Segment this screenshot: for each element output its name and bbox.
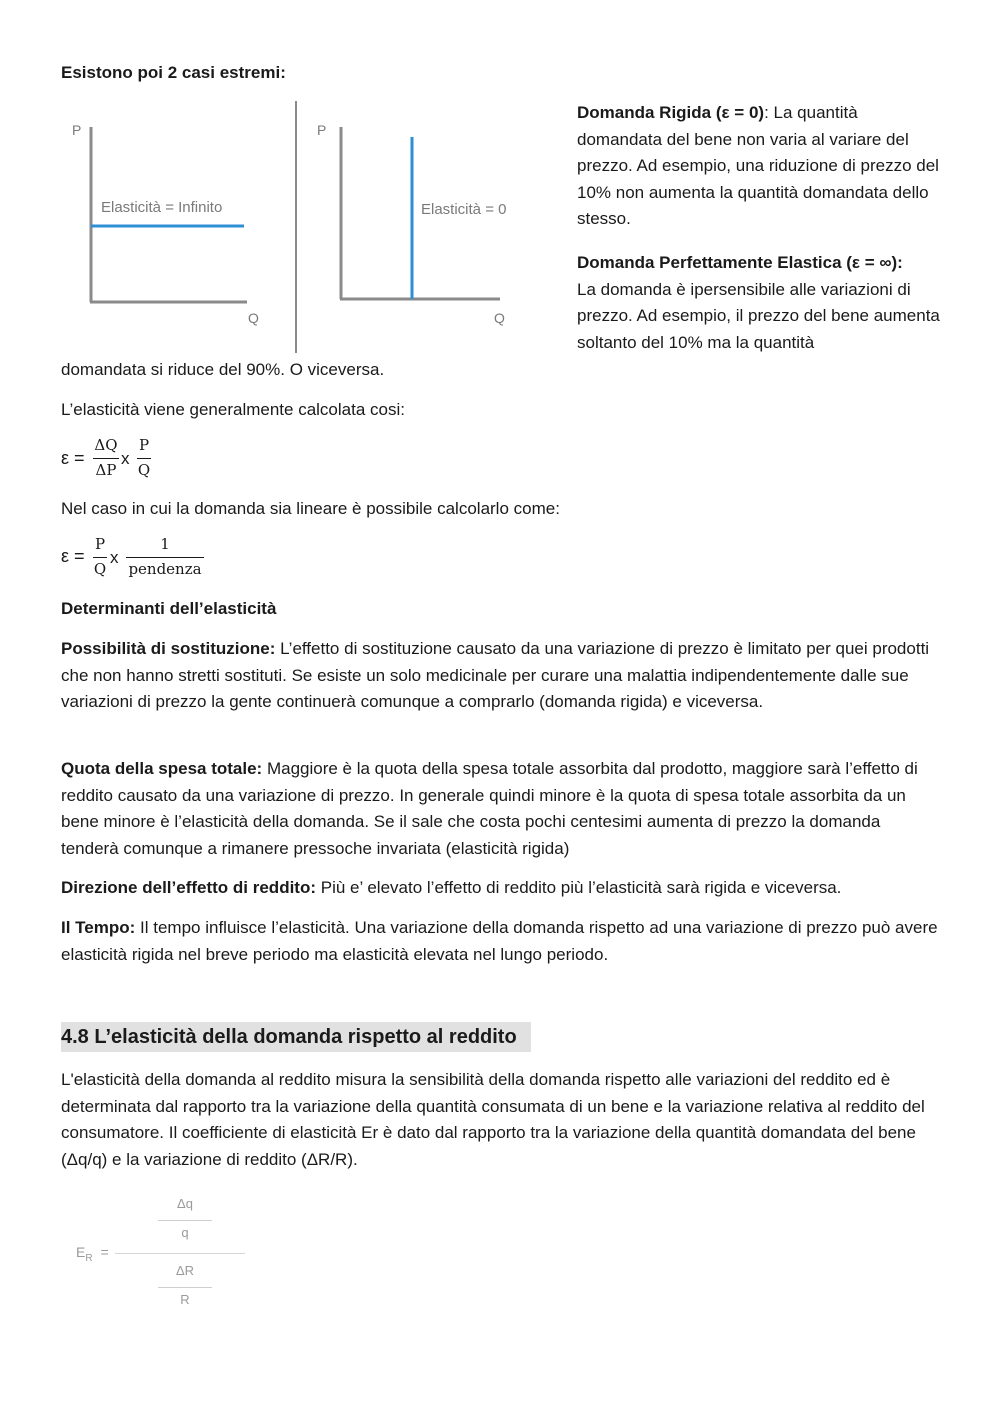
section-income-effect-title: Direzione dell’effetto di reddito: (61, 878, 317, 897)
graph-left-q-label: Q (248, 310, 259, 326)
section-substitution (61, 636, 941, 716)
formula3-bot-bar (158, 1287, 212, 1288)
rigid-demand-text: : La quantità domandata del bene non varia al variare del prezzo. Ad esempio, una riduzione di prezzo del 10% non aumenta la quantità domandata dello stesso. (577, 103, 939, 228)
section-substitution-title: Possibilità di sostituzione: (61, 639, 276, 658)
formula1-bar1 (93, 458, 119, 459)
formula3-bot-num: ΔR (175, 1263, 195, 1278)
section-spending-share-text: Maggiore è la quota della spesa totale assorbita dal prodotto, maggiore sarà l’effetto di reddito causato da una variazione di prezzo. In generale quindi minore è la quota di spesa totale assorbita da un bene minore è l’elasticità della domanda. Se il sale che costa pochi centesimi aumenta di prezzo la domanda tenderà comunque a rimanere pressoche invariata (elasticità rigida) (61, 759, 918, 858)
graph-left-curve-label: Elasticità = Infinito (101, 199, 223, 216)
formula3-top-bar (158, 1220, 212, 1221)
formula2-den1: Q (93, 560, 107, 578)
formula2-bar1 (93, 557, 107, 558)
graph-infinite-elasticity (72, 122, 259, 326)
elastic-demand-continuation: domandata si riduce del 90%. O viceversa. (61, 360, 385, 379)
rigid-demand-paragraph (577, 100, 947, 233)
formula2-den2: pendenza (128, 560, 202, 578)
formula1-num1: ΔQ (94, 436, 118, 454)
formula1-num2: P (138, 436, 150, 454)
elastic-demand-title: Domanda Perfettamente Elastica (ε = ∞): (577, 253, 903, 272)
income-elasticity-paragraph: L'elasticità della domanda al reddito misura la sensibilità della domanda rispetto alle variazioni del reddito ed è determinata dal rapporto tra la variazione della quantità consumata di un bene e la variazione relativa al reddito del consumatore. Il coefficiente di elasticità Er è dato dal rapporto tra la variazione della quantità domandata del bene (Δq/q) e la variazione di reddito (ΔR/R). (61, 1070, 925, 1169)
formula2-lhs: ε = (61, 546, 85, 566)
section-time (61, 915, 941, 968)
graph-left-p-label: P (72, 122, 82, 138)
formula1-lhs: ε = (61, 448, 85, 468)
calc-intro: L’elasticità viene generalmente calcolata cosi: (61, 400, 405, 419)
graph-right-curve-label: Elasticità = 0 (421, 201, 507, 218)
elastic-demand-text: La domanda è ipersensibile alle variazioni di prezzo. Ad esempio, il prezzo del bene aumenta soltanto del 10% ma la quantità (577, 279, 940, 352)
formula3-top-den: q (181, 1225, 189, 1240)
section-spending-share (61, 756, 941, 862)
formula3-eq: = (100, 1244, 109, 1260)
formula3-lhs: $E_R$ = (76, 1244, 109, 1264)
elasticity-graphs (60, 95, 530, 357)
formula2-num1: P (94, 535, 106, 553)
graph-zero-elasticity (317, 122, 506, 326)
graph-right-q-label: Q (494, 310, 505, 326)
determinants-title: Determinanti dell’elasticità (61, 599, 277, 618)
formula1-den1: ΔP (95, 461, 117, 479)
section-time-title: Il Tempo: (61, 918, 136, 937)
formula3-bot-den: R (180, 1292, 190, 1307)
formula3-lhs-sub: R (85, 1252, 93, 1264)
section-time-text: Il tempo influisce l’elasticità. Una variazione della domanda rispetto ad una variazione di prezzo può avere elasticità rigida nel breve periodo ma elasticità elevata nel lungo periodo. (61, 918, 938, 964)
formula3-main-bar (115, 1253, 245, 1254)
rigid-demand-title: Domanda Rigida (ε = 0) (577, 103, 765, 122)
graph-right-p-label: P (317, 122, 327, 138)
formula2-num2: 1 (160, 535, 170, 553)
formula2-bar2 (126, 557, 204, 558)
formula3-top-num: Δq (177, 1196, 193, 1211)
elastic-demand-paragraph (577, 250, 947, 356)
formula1-bar2 (137, 458, 151, 459)
section-substitution-text: L’effetto di sostituzione causato da una variazione di prezzo è limitato per quei prodotti che non hanno stretti sostituti. Se esiste un solo medicinale per curare una malattia indipendentemente dalle sue variazioni di prezzo la gente continuerà comunque a comprarlo (domanda rigida) e viceversa. (61, 639, 930, 711)
intro-heading: Esistono poi 2 casi estremi: (61, 63, 286, 82)
section-spending-share-title: Quota della spesa totale: (61, 759, 263, 778)
section-heading: 4.8 L’elasticità della domanda rispetto al reddito (61, 1022, 531, 1052)
formula1-den2: Q (137, 461, 151, 479)
section-income-effect-text: Più e’ elevato l’effetto di reddito più l’elasticità sarà rigida e viceversa. (316, 878, 842, 897)
formula1-op: x (121, 449, 130, 468)
formula2-op: x (110, 548, 119, 567)
linear-intro: Nel caso in cui la domanda sia lineare è possibile calcolarlo come: (61, 499, 560, 518)
section-income-effect (61, 875, 941, 902)
